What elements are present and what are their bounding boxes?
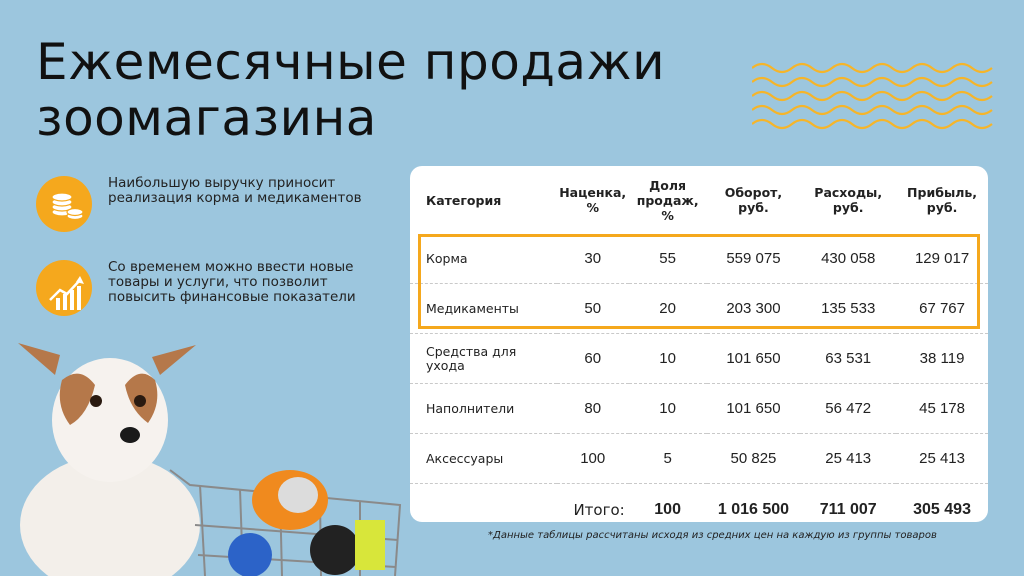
table-cell: 38 119 [896,334,988,384]
table-cell: Средства для ухода [410,334,557,384]
table-cell: 10 [629,384,707,434]
table-cell: 25 413 [896,434,988,484]
table-header-row [410,166,988,234]
table-row [410,434,988,484]
coins-icon [36,176,92,232]
table-cell: Аксессуары [410,434,557,484]
total-cell: 100 [654,501,681,518]
column-header: Прибыль, руб. [907,185,978,215]
total-label: Итого: [573,501,625,519]
table-cell: 10 [629,334,707,384]
decorative-waves [752,60,1002,140]
table-cell: 135 533 [800,284,896,334]
table-row [410,334,988,384]
table-cell: 50 [557,284,629,334]
table-cell: 67 767 [896,284,988,334]
table-cell: 63 531 [800,334,896,384]
table-cell: 45 178 [896,384,988,434]
bullet-text: Со временем можно ввести новые товары и услуги, что позволит повысить финансовые показатели [108,259,356,305]
table-cell: 80 [557,384,629,434]
growth-chart-icon [36,260,92,316]
page-title: Ежемесячные продажи зоомагазина [36,33,666,147]
column-header: Категория [426,192,502,208]
footnote: *Данные таблицы рассчитаны исходя из средних цен на каждую из группы товаров [488,530,937,541]
table-cell: Корма [410,234,557,284]
table-cell: 25 413 [800,434,896,484]
table-cell: 101 650 [707,334,801,384]
table-cell: 60 [557,334,629,384]
table-row [410,384,988,434]
table-cell: 56 472 [800,384,896,434]
bullet-text: Наибольшую выручку приносит реализация корма и медикаментов [108,175,362,206]
total-cell: 711 007 [819,501,877,518]
bullet-revenue [36,176,366,236]
total-cell: 305 493 [913,501,971,518]
column-header: Расходы, руб. [814,185,883,215]
table-cell: 50 825 [707,434,801,484]
table-cell: 30 [557,234,629,284]
table-cell: 430 058 [800,234,896,284]
sales-table-card [410,166,988,522]
table-cell: 100 [557,434,629,484]
column-header: Оборот, руб. [724,185,783,215]
table-row [410,234,988,284]
table-cell: 203 300 [707,284,801,334]
table-row [410,284,988,334]
table-cell: 101 650 [707,384,801,434]
table-cell: 55 [629,234,707,284]
table-total-row [410,484,988,537]
table-cell: 559 075 [707,234,801,284]
dog-with-cart-image [0,335,420,576]
table-cell: 129 017 [896,234,988,284]
column-header: Наценка, % [559,185,627,215]
sales-table [410,166,988,536]
column-header: Доля продаж, % [636,177,699,223]
total-cell: 1 016 500 [717,501,790,518]
table-cell: Медикаменты [410,284,557,334]
table-cell: 20 [629,284,707,334]
table-cell: Наполнители [410,384,557,434]
table-cell: 5 [629,434,707,484]
bullet-growth [36,260,366,320]
